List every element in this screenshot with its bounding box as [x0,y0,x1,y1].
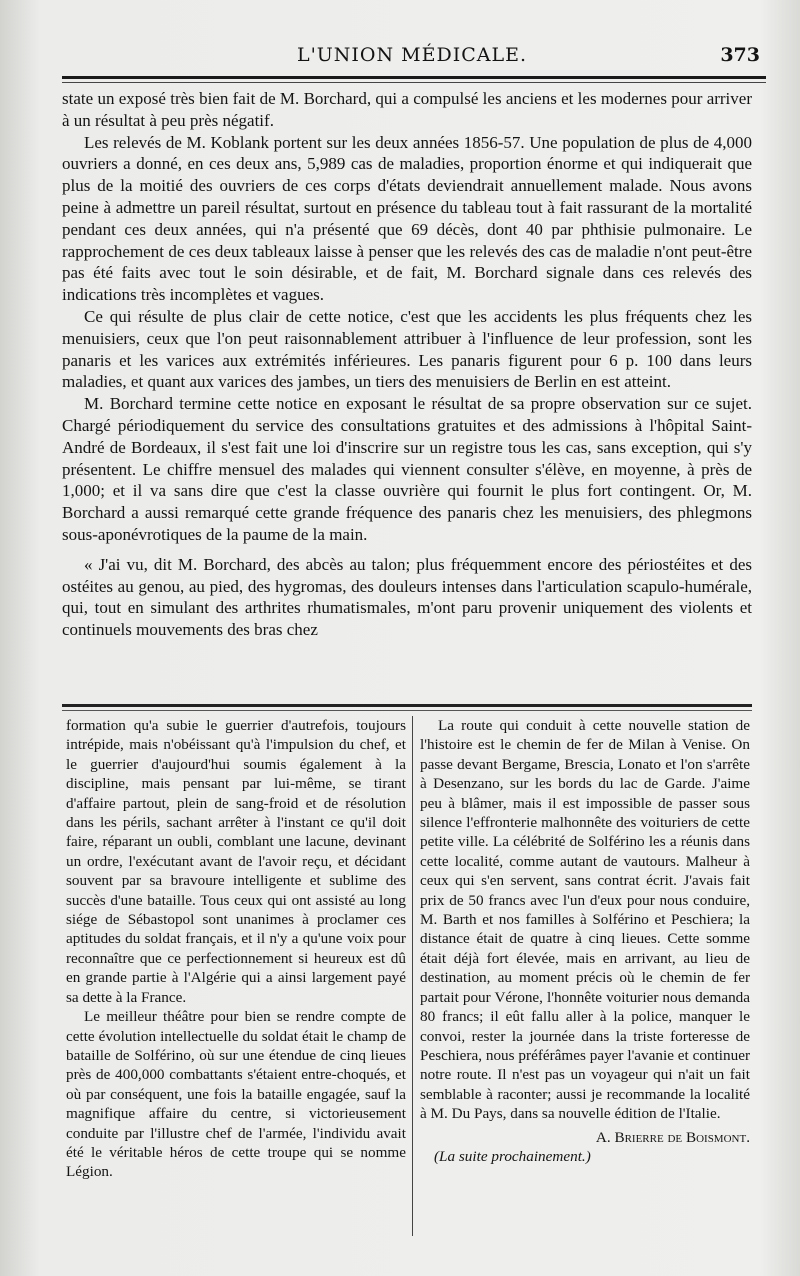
feuilleton-left-column [66,716,406,1182]
left-paragraph: Le meilleur théâtre pour bien se rendre compte de cette évolution intellectuelle du soldat était le champ de bataille de Solférino, où sur une étendue de cinq lieues près de 400,000 combattants s'étaient entre-choqués, et où par conséquent, une fois la bataille engagée, sauf la magnifique affaire du centre, si victorieusement conduite par l'illustre chef de l'armée, l'individu avait été le véritable héros de cette troupe qui se nomme Légion. [66,1008,406,1181]
feuilleton-right-column [420,716,750,1166]
main-paragraph: Ce qui résulte de plus clair de cette notice, c'est que les accidents les plus fréquents chez les menuisiers, ceux que l'on peut raisonnablement attribuer à l'influence de leur profession, sont les panaris et les varices aux extrémités inférieures. Les panaris figurent pour 6 p. 100 dans leurs maladies, et quant aux varices des jambes, un tiers des menuisiers de Berlin en est atteint. [62,306,752,392]
feuilleton-rule [62,704,752,707]
main-paragraph: Les relevés de M. Koblank portent sur les deux années 1856-57. Une population de plus de 4,000 ouvriers a donné, en ces deux ans, 5,989 cas de maladies, proportion énorme et qui indiquerait que plus de la moitié des ouvriers de ces corps d'états deviendrait annuellement malade. Nous avons peine à admettre un pareil résultat, surtout en présence du tableau tout à fait rassurant de la mortalité pendant ces deux années, qui n'a présenté que 69 décès, dont 40 par phthisie pulmonaire. Le rapprochement de ces deux tableaux laisse à penser que les relevés des cas de maladie n'ont peut-être pas été faits avec tout le soin désirable, et de fait, M. Borchard signale dans ces relevés des indications très incomplètes et vagues. [62,132,752,305]
author-signature: A. Brierre de Boismont. [595,1128,750,1146]
continuation-note: (La suite prochainement.) [434,1147,591,1165]
main-paragraph: state un exposé très bien fait de M. Borchard, qui a compulsé les anciens et les modernes pour arriver à un résultat à peu près négatif. [62,89,752,130]
page-header [62,42,762,68]
main-article [62,88,752,641]
journal-title: L'UNION MÉDICALE. [296,44,528,66]
column-divider [412,716,413,1236]
header-rule [62,76,766,79]
main-paragraph: M. Borchard termine cette notice en exposant le résultat de sa propre observation sur ce sujet. Chargé périodiquement du service des consultations gratuites et des admissions à l'hôpital Saint-André de Bordeaux, il s'est fait une loi d'inscrire sur un registre tous les cas, sans exception, qui s'y présentent. Le chiffre mensuel des malades qui viennent consulter s'élève, en moyenne, à près de 1,000; et il va sans dire que c'est la classe ouvrière qui fournit le plus fort contingent. Or, M. Borchard a aussi remarqué cette grande fréquence des panaris chez les menuisiers, des phlegmons sous-aponévrotiques de la paume de la main. [62,394,752,544]
left-paragraph: formation qu'a subie le guerrier d'autrefois, toujours intrépide, mais n'obéissant qu'à l'impulsion du chef, et le guerrier d'aujourd'hui soumis également à la discipline, mais pensant par lui-même, se tirant d'affaire partout, plein de sang-froid et de résolution dans les périls, sachant arrêter à l'instant ce qu'il doit faire, réparant un oubli, comblant une lacune, devinant un ordre, l'exécutant avant de l'avoir reçu, et décidant souvent par sa bravoure intelligente et sublime des succès d'une bataille. Tous ceux qui ont assisté au long siége de Sébastopol sont unanimes à proclamer ces aptitudes du soldat français, et il n'y a qu'une voix pour reconnaître que ce perfectionnement si heureux est dû en grande partie à l'Algérie qui a ainsi largement payé sa dette à la France. [66,717,406,1006]
feuilleton-rule-thin [62,710,752,711]
page-number: 373 [720,44,760,66]
header-rule-thin [62,82,766,83]
main-paragraph-quote: « J'ai vu, dit M. Borchard, des abcès au talon; plus fréquemment encore des périostéites et des ostéites au genou, au pied, des hygromas, des douleurs intenses dans l'articulation scapulo-humérale, qui, tout en simulant des arthrites rhumatismales, m'ont paru provenir uniquement des violents et continuels mouvements des bras chez [62,554,752,640]
right-paragraph: La route qui conduit à cette nouvelle station de l'histoire est le chemin de fer de Milan à Venise. On passe devant Bergame, Brescia, Lonato et l'on s'arrête à Desenzano, sur les bords du lac de Garde. J'aime peu à blâmer, mais il est impossible de passer sous silence l'effronterie malhonnête des voituriers de cette petite ville. La célébrité de Solférino les a réunis dans cette localité, comme autant de vautours. Malheur à ceux qui s'en servent, sans contrat écrit. J'avais fait prix de 50 francs avec l'un d'eux pour nous conduire, M. Barth et nos familles à Solférino et Peschiera; la distance était de quatre à cinq lieues. Cette somme était déjà fort élevée, mais en arrivant, au lieu de destination, au moment précis où le chemin de fer partait pour Vérone, l'honnête voiturier nous demanda 80 francs; il eût fallu aller à la police, manquer le convoi, rester la journée dans la triste forteresse de Peschiera, nous préférâmes payer l'avanie et continuer notre route. Il n'est pas un voyageur qui n'ait un fait semblable à raconter; aussi je recommande la localité à M. Du Pays, dans sa nouvelle édition de l'Italie. [420,717,750,1123]
